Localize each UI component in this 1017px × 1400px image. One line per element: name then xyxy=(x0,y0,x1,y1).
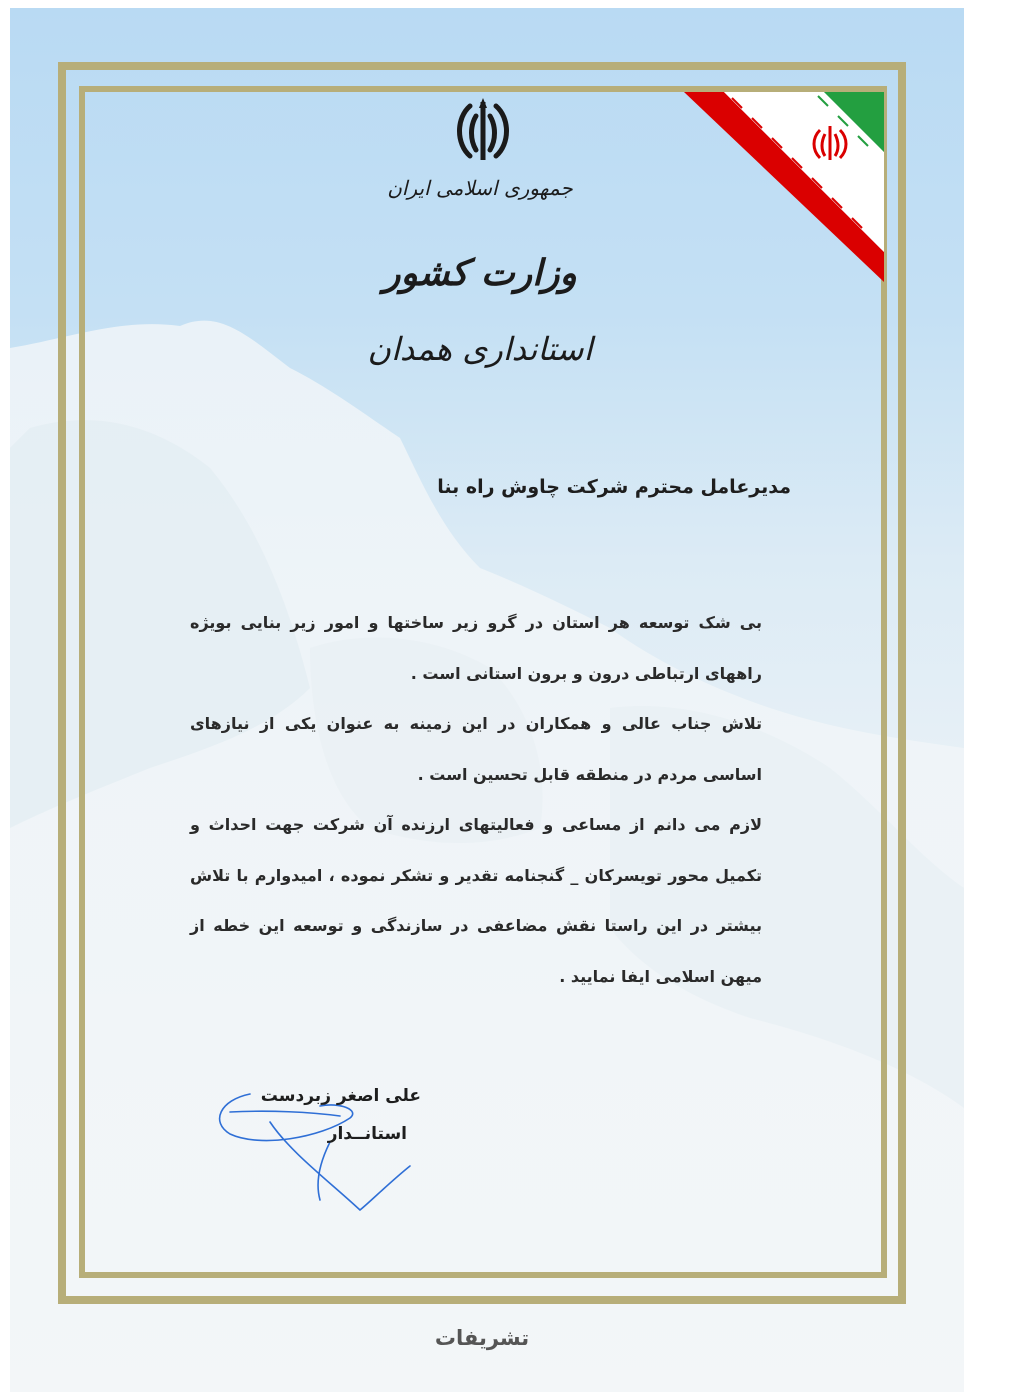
footer-label: تشریفات xyxy=(434,1326,530,1350)
ministry-heading: وزارت کشور xyxy=(383,252,577,294)
letter-paragraph: بی شک توسعه هر استان در گرو زیر ساختها و امور زیر بنایی بویژه راههای ارتباطی درون و برون استانی است . xyxy=(190,613,762,683)
letter-addressee: مدیرعامل محترم شرکت چاوش راه بنا xyxy=(437,476,791,498)
republic-heading: جمهوری اسلامی ایران xyxy=(387,176,573,200)
letter-paragraph: تلاش جناب عالی و همکاران در این زمینه به عنوان یکی از نیازهای اساسی مردم در منطقه قابل تحسین است . xyxy=(190,714,762,784)
iran-emblem-icon xyxy=(448,96,518,166)
letter-paragraph: لازم می دانم از مساعی و فعالیتهای ارزنده آن شرکت جهت احداث و تکمیل محور تویسرکان _ گنجنامه تقدیر و تشکر نموده ، امیدوارم با تلاش بیشتر در این راستا نقش مضاعفی در سازندگی و توسعه این خطه از میهن اسلامی ایفا نمایید . xyxy=(190,815,762,986)
governorate-heading: استانداری همدان xyxy=(367,330,593,368)
signer-name: علی اصغر زبردست xyxy=(260,1086,421,1106)
signer-title: استانــدار xyxy=(327,1124,407,1144)
letter-body xyxy=(190,598,762,1002)
